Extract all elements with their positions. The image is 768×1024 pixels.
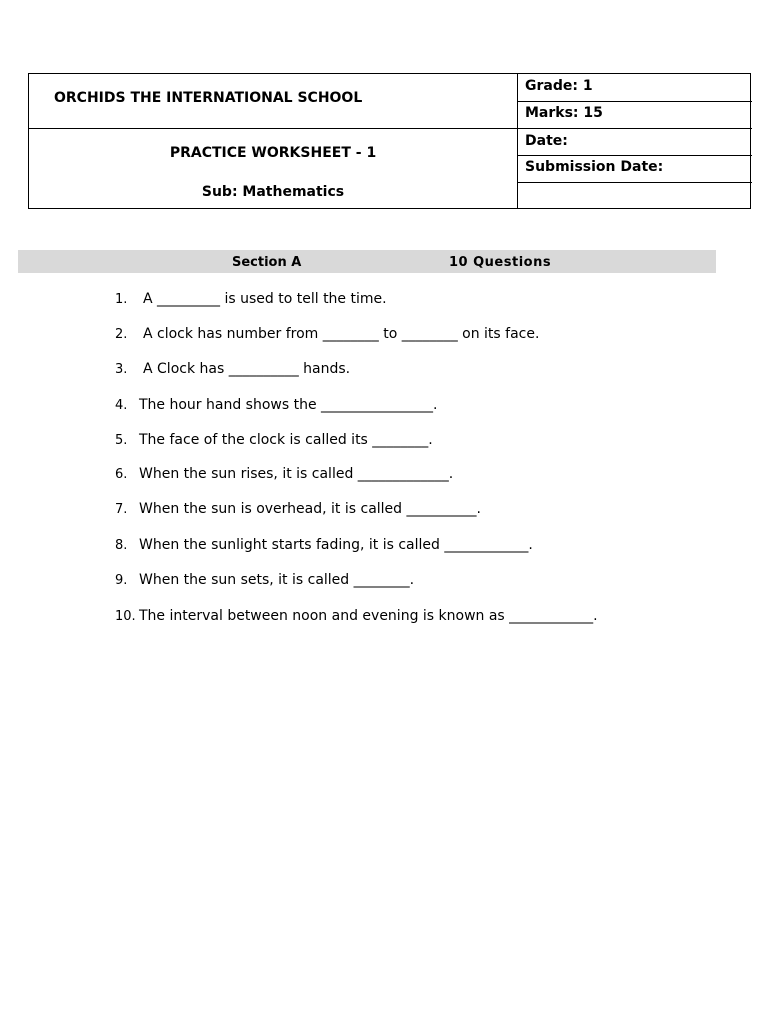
question-item — [115, 465, 453, 484]
question-number: 8. — [115, 538, 128, 553]
table-divider-left — [29, 128, 517, 129]
question-number: 2. — [115, 327, 128, 342]
submission-date-field: Submission Date: — [525, 159, 664, 175]
worksheet-title: PRACTICE WORKSHEET - 1 — [169, 145, 377, 161]
question-text: The interval between noon and evening is known as ____________. — [139, 608, 598, 624]
question-number: 4. — [115, 398, 128, 413]
table-divider-right-2 — [517, 128, 752, 129]
question-text: A Clock has __________ hands. — [143, 361, 351, 377]
question-text: When the sun sets, it is called ________. — [139, 572, 415, 588]
question-item — [115, 500, 481, 519]
worksheet-subject: Sub: Mathematics — [201, 184, 345, 200]
question-number: 9. — [115, 573, 128, 588]
question-text: When the sun rises, it is called _____________. — [139, 466, 454, 482]
school-name: ORCHIDS THE INTERNATIONAL SCHOOL — [54, 90, 363, 106]
question-item — [115, 607, 598, 626]
marks-field: Marks: 15 — [525, 105, 603, 121]
question-item — [115, 396, 437, 415]
question-item — [115, 325, 539, 344]
question-text: When the sun is overhead, it is called __________. — [139, 501, 481, 517]
question-number: 10. — [115, 609, 136, 624]
question-item — [115, 431, 433, 450]
question-item — [115, 536, 533, 555]
question-item — [115, 571, 414, 590]
section-header-bar — [18, 250, 716, 273]
question-text: The hour hand shows the ________________. — [139, 397, 438, 413]
question-text: The face of the clock is called its ________. — [139, 432, 433, 448]
question-text: A _________ is used to tell the time. — [143, 291, 387, 307]
section-label: Section A — [232, 255, 302, 270]
worksheet-header-table — [28, 73, 751, 209]
question-item — [115, 360, 350, 379]
date-field: Date: — [525, 133, 568, 149]
question-text: A clock has number from ________ to ________ on its face. — [143, 326, 540, 342]
table-divider-vertical — [517, 74, 518, 208]
grade-field: Grade: 1 — [525, 78, 593, 94]
question-number: 6. — [115, 467, 128, 482]
question-number: 3. — [115, 362, 128, 377]
question-number: 5. — [115, 433, 128, 448]
question-item — [115, 290, 387, 309]
question-number: 1. — [115, 292, 128, 307]
question-count: 10 Questions — [449, 255, 552, 270]
table-divider-right-3 — [517, 155, 752, 156]
table-divider-right-1 — [517, 101, 752, 102]
question-number: 7. — [115, 502, 128, 517]
table-divider-right-4 — [517, 182, 752, 183]
question-text: When the sunlight starts fading, it is called ____________. — [139, 537, 533, 553]
